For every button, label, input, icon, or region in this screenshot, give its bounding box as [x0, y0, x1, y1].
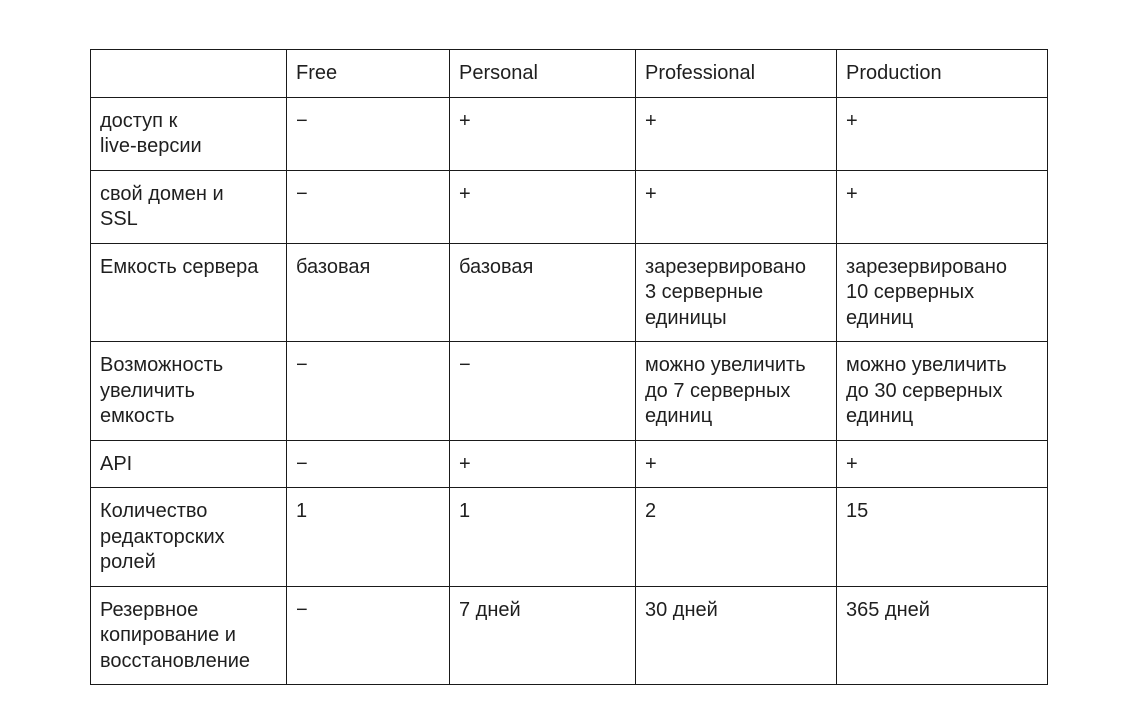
header-cell-feature — [91, 50, 287, 98]
feature-cell: Возможность увеличить емкость — [91, 342, 287, 441]
personal-cell: + — [450, 97, 636, 170]
feature-cell: свой домен и SSL — [91, 170, 287, 243]
professional-cell: + — [636, 170, 837, 243]
production-cell: + — [837, 440, 1048, 488]
free-cell: 1 — [287, 488, 450, 587]
feature-cell: Емкость сервера — [91, 243, 287, 342]
table-row — [91, 586, 1048, 685]
professional-cell: 30 дней — [636, 586, 837, 685]
table-row — [91, 170, 1048, 243]
header-cell-free: Free — [287, 50, 450, 98]
professional-cell: можно увеличить до 7 серверных единиц — [636, 342, 837, 441]
personal-cell: + — [450, 440, 636, 488]
header-cell-production: Production — [837, 50, 1048, 98]
table-row — [91, 97, 1048, 170]
header-cell-professional: Professional — [636, 50, 837, 98]
production-cell: зарезервировано 10 серверных единиц — [837, 243, 1048, 342]
personal-cell: базовая — [450, 243, 636, 342]
free-cell: базовая — [287, 243, 450, 342]
personal-cell: − — [450, 342, 636, 441]
free-cell: − — [287, 97, 450, 170]
production-cell: можно увеличить до 30 серверных единиц — [837, 342, 1048, 441]
production-cell: 15 — [837, 488, 1048, 587]
feature-cell: Количество редакторских ролей — [91, 488, 287, 587]
professional-cell: зарезервировано 3 серверные единицы — [636, 243, 837, 342]
professional-cell: + — [636, 440, 837, 488]
production-cell: + — [837, 97, 1048, 170]
table-row — [91, 243, 1048, 342]
personal-cell: 7 дней — [450, 586, 636, 685]
production-cell: + — [837, 170, 1048, 243]
feature-cell: Резервное копирование и восстановление — [91, 586, 287, 685]
professional-cell: + — [636, 97, 837, 170]
feature-cell: API — [91, 440, 287, 488]
free-cell: − — [287, 440, 450, 488]
feature-cell: доступ к live-версии — [91, 97, 287, 170]
professional-cell: 2 — [636, 488, 837, 587]
plans-comparison-table — [90, 49, 1048, 685]
free-cell: − — [287, 342, 450, 441]
personal-cell: + — [450, 170, 636, 243]
header-row — [91, 50, 1048, 98]
table-row — [91, 488, 1048, 587]
personal-cell: 1 — [450, 488, 636, 587]
header-cell-personal: Personal — [450, 50, 636, 98]
table-row — [91, 440, 1048, 488]
production-cell: 365 дней — [837, 586, 1048, 685]
table-row — [91, 342, 1048, 441]
free-cell: − — [287, 586, 450, 685]
free-cell: − — [287, 170, 450, 243]
